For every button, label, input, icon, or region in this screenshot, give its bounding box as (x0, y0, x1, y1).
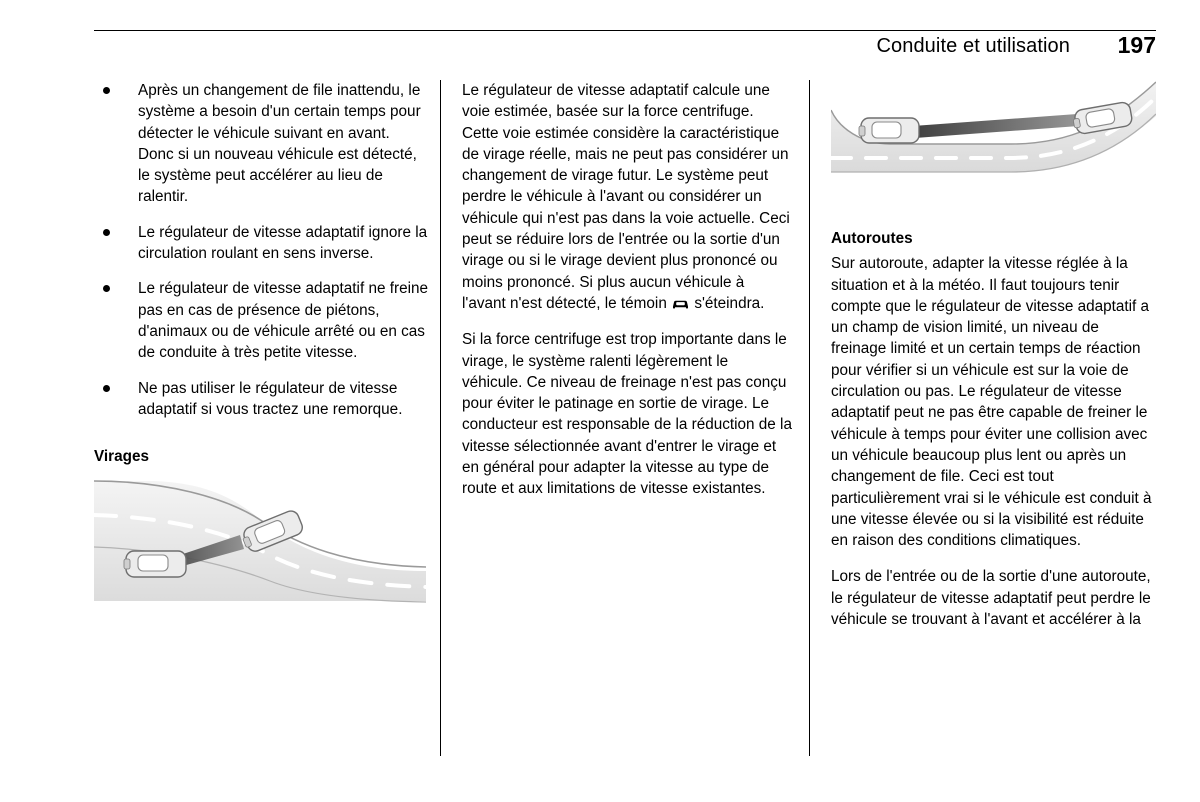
paragraph: Si la force centrifuge est trop importante dans le virage, le système ralenti légèrement le véhicule. Ce niveau de freinage n'est pas conçu pour éviter le patinage en sortie de virage. Le conducteur est responsable de la réduction de la vitesse sélectionnée avant d'entrer le virage et en général pour adapter la vitesse au type de route et aux limitations de vitesse existantes. (462, 331, 792, 498)
bullet-dot-icon (103, 385, 110, 392)
vehicle-ego (124, 551, 186, 577)
list-item (94, 278, 429, 363)
paragraph-text: Le régulateur de vitesse adaptatif calcule une voie estimée, basée sur la force centrifuge. Cette voie estimée considère la caractéristique de virage réelle, mais ne peut pas considérer un changement de virage futur. Le système peut perdre le véhicule à l'avant ou considérer un véhicule qui n'est pas dans la voie actuelle. Ceci peut se réduire lors de l'entrée ou la sortie d'un virage ou si le virage devient plus prononcé ou moins prononcé. Si plus aucun véhicule à l'avant n'est détecté, le témoin (462, 82, 790, 312)
page-number: 197 (1117, 32, 1156, 58)
section-heading-virages: Virages (94, 448, 149, 466)
section-heading-autoroutes: Autoroutes (831, 230, 913, 247)
paragraph: Sur autoroute, adapter la vitesse réglée à la situation et à la météo. Il faut toujours tenir compte que le régulateur de vitesse adaptatif a un champ de vision limité, un niveau de freinage limité et un certain temps de réaction pour vérifier si un véhicule est sur la voie de circulation ou pas. Le régulateur de vitesse adaptatif peut ne pas être capable de freiner le véhicule à temps pour éviter une collision avec un véhicule beaucoup plus lent ou après un changement de file. Ceci est tout particulièrement vrai si le véhicule est conduit à une vitesse élevée ou si la visibilité est réduite en raison des conditions climatiques. (831, 255, 1152, 550)
column-3 (831, 80, 1156, 630)
illustration-vehicule-sur-autoroute (831, 80, 1156, 210)
list-item-text: Ne pas utiliser le régulateur de vitesse adaptatif si vous tractez une remorque. (138, 379, 403, 418)
list-item-text: Après un changement de file inattendu, le système a besoin d'un certain temps pour détecter le véhicule suivant en avant. Donc si un nouveau véhicule est détecté, le système peut accélérer au lieu de ralentir. (138, 82, 421, 206)
column-divider-2 (809, 80, 810, 756)
bullet-dot-icon (103, 285, 110, 292)
bullet-list (94, 80, 429, 420)
list-item (94, 80, 429, 208)
paragraph-text-cont: s'éteindra. (694, 294, 765, 312)
paragraph (462, 80, 792, 314)
list-item (94, 222, 429, 265)
paragraph: Lors de l'entrée ou de la sortie d'une autoroute, le régulateur de vitesse adaptatif peut perdre le véhicule se trouvant à l'avant et accélérer à la (831, 568, 1151, 629)
page-title: Conduite et utilisation (876, 35, 1070, 57)
vehicule-detecte-icon (671, 296, 690, 311)
list-item (94, 378, 429, 421)
page-header (94, 30, 1156, 66)
bullet-dot-icon (103, 229, 110, 236)
list-item-text: Le régulateur de vitesse adaptatif ne freine pas en cas de présence de piétons, d'animaux ou de véhicule arrêté ou en cas de conduite à très petite vitesse. (138, 280, 428, 362)
column-1 (94, 80, 429, 607)
bullet-dot-icon (103, 87, 110, 94)
illustration-vehicule-en-virage (94, 475, 429, 607)
header-divider (94, 30, 1156, 31)
vehicle-ego (859, 118, 919, 143)
column-2 (462, 80, 792, 500)
column-divider-1 (440, 80, 441, 756)
list-item-text: Le régulateur de vitesse adaptatif ignore la circulation roulant en sens inverse. (138, 223, 428, 263)
